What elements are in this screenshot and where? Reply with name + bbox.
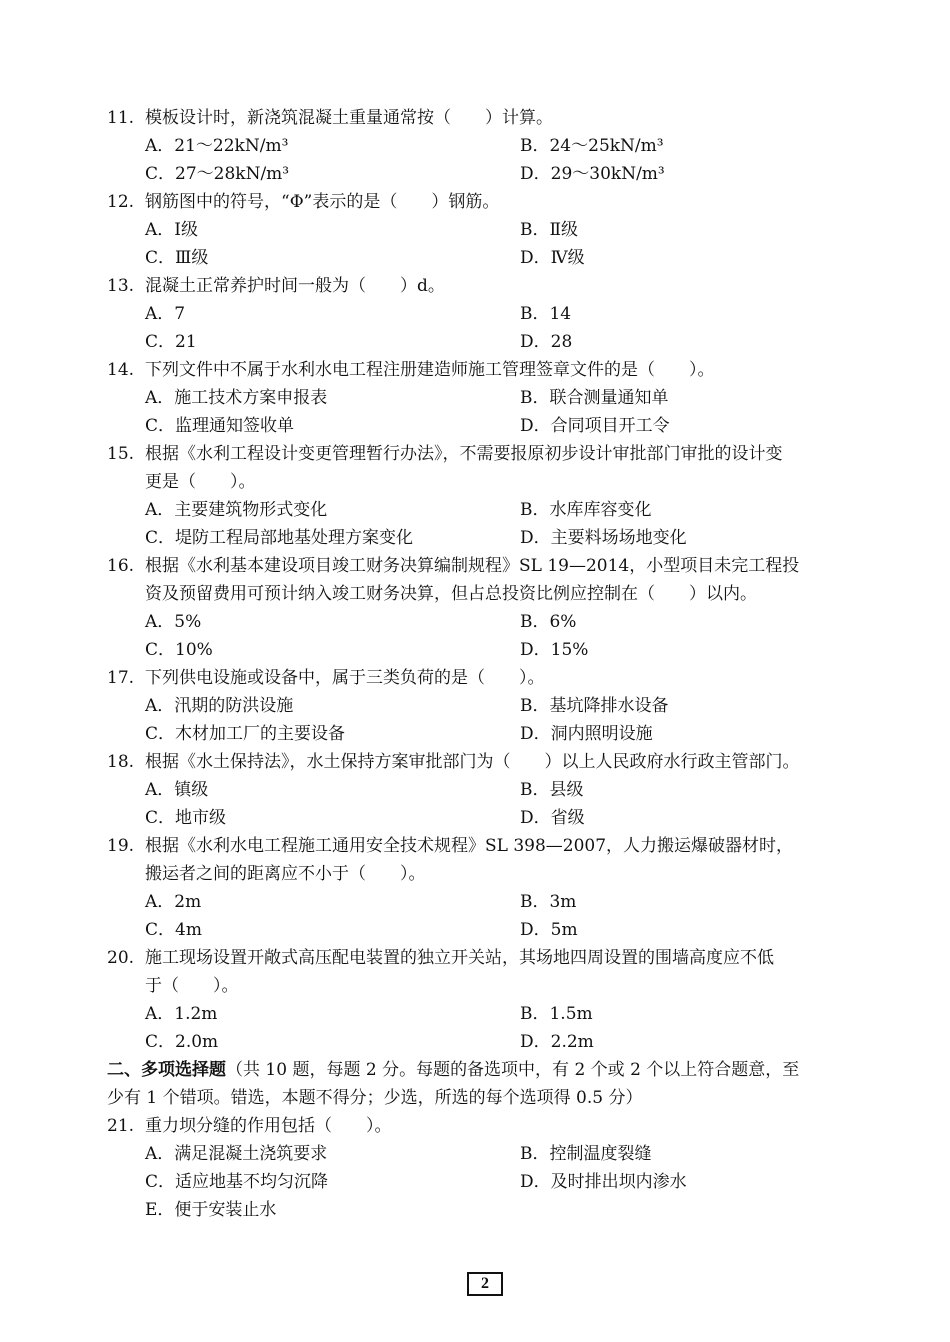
question-text: 根据《水土保持法》，水土保持方案审批部门为（ ）以上人民政府水行政主管部门。 bbox=[145, 752, 800, 772]
option-row bbox=[107, 1168, 867, 1196]
option-a: A．汛期的防洪设施 bbox=[145, 696, 294, 716]
question-text-continued: 资及预留费用可预计纳入竣工财务决算，但占总投资比例应控制在（ ）以内。 bbox=[145, 584, 757, 604]
question-text: 根据《水利水电工程施工通用安全技术规程》SL 398—2007，人力搬运爆破器材时， bbox=[145, 836, 794, 856]
question-number: 18. bbox=[107, 752, 135, 772]
option-b: B．3m bbox=[520, 892, 577, 912]
option-d: D．29～30kN/m³ bbox=[520, 164, 665, 184]
option-d: D．2.2m bbox=[520, 1032, 594, 1052]
question-number: 17. bbox=[107, 668, 135, 688]
option-b: B．1.5m bbox=[520, 1004, 593, 1024]
option-row bbox=[107, 888, 867, 916]
option-b: B．Ⅱ级 bbox=[520, 220, 579, 240]
question-number: 12. bbox=[107, 192, 135, 212]
question-12 bbox=[107, 188, 867, 216]
section-description-continued: 少有 1 个错项。错选，本题不得分；少选，所选的每个选项得 0.5 分） bbox=[107, 1088, 643, 1108]
question-text-continued: 更是（ ）。 bbox=[145, 472, 256, 492]
option-b: B．基坑降排水设备 bbox=[520, 696, 669, 716]
option-d: D．5m bbox=[520, 920, 578, 940]
question-16 bbox=[107, 552, 867, 580]
option-c: C．堤防工程局部地基处理方案变化 bbox=[145, 528, 414, 548]
option-c: C．4m bbox=[145, 920, 202, 940]
option-d: D．主要料场场地变化 bbox=[520, 528, 687, 548]
option-d: D．28 bbox=[520, 332, 573, 352]
option-row bbox=[107, 132, 867, 160]
option-a: A．Ⅰ级 bbox=[145, 220, 198, 240]
option-a: A．镇级 bbox=[145, 780, 209, 800]
question-14 bbox=[107, 356, 867, 384]
option-b: B．县级 bbox=[520, 780, 584, 800]
option-row bbox=[107, 244, 867, 272]
option-c: C．木材加工厂的主要设备 bbox=[145, 724, 346, 744]
option-row bbox=[107, 1140, 867, 1168]
option-c: C．地市级 bbox=[145, 808, 227, 828]
question-11 bbox=[107, 104, 867, 132]
option-d: D．合同项目开工令 bbox=[520, 416, 670, 436]
question-list bbox=[107, 104, 867, 1224]
question-text: 下列供电设施或设备中，属于三类负荷的是（ ）。 bbox=[145, 668, 545, 688]
page-number: 2 bbox=[467, 1272, 503, 1296]
option-a: A．1.2m bbox=[145, 1004, 218, 1024]
question-number: 21. bbox=[107, 1116, 135, 1136]
option-d: D．及时排出坝内渗水 bbox=[520, 1172, 687, 1192]
option-row bbox=[107, 412, 867, 440]
option-a: A．7 bbox=[145, 304, 186, 324]
option-b: B．控制温度裂缝 bbox=[520, 1144, 652, 1164]
option-row bbox=[107, 804, 867, 832]
option-a: A．施工技术方案申报表 bbox=[145, 388, 328, 408]
question-number: 13. bbox=[107, 276, 135, 296]
option-b: B．水库库容变化 bbox=[520, 500, 652, 520]
question-20 bbox=[107, 944, 867, 972]
question-text: 下列文件中不属于水利水电工程注册建造师施工管理签章文件的是（ ）。 bbox=[145, 360, 715, 380]
option-row bbox=[107, 300, 867, 328]
option-row bbox=[107, 916, 867, 944]
question-number: 15. bbox=[107, 444, 135, 464]
option-row bbox=[107, 524, 867, 552]
question-number: 14. bbox=[107, 360, 135, 380]
option-c: C．2.0m bbox=[145, 1032, 219, 1052]
option-b: B．联合测量通知单 bbox=[520, 388, 669, 408]
question-13 bbox=[107, 272, 867, 300]
option-a: A．2m bbox=[145, 892, 202, 912]
question-number: 16. bbox=[107, 556, 135, 576]
question-text: 模板设计时，新浇筑混凝土重量通常按（ ）计算。 bbox=[145, 108, 553, 128]
question-21 bbox=[107, 1112, 867, 1140]
section-title: 二、多项选择题 bbox=[107, 1060, 226, 1080]
question-15 bbox=[107, 440, 867, 468]
section-heading bbox=[107, 1056, 867, 1084]
question-number: 11. bbox=[107, 108, 135, 128]
question-text: 根据《水利基本建设项目竣工财务决算编制规程》SL 19—2014，小型项目未完工程投 bbox=[145, 556, 800, 576]
question-19 bbox=[107, 832, 867, 860]
option-d: D．洞内照明设施 bbox=[520, 724, 653, 744]
section-description: （共 10 题，每题 2 分。每题的备选项中，有 2 个或 2 个以上符合题意，至 bbox=[226, 1060, 800, 1080]
question-text-continued: 于（ ）。 bbox=[145, 976, 239, 996]
option-a: A．21～22kN/m³ bbox=[145, 136, 289, 156]
option-row bbox=[107, 1028, 867, 1056]
option-d: D．Ⅳ级 bbox=[520, 248, 585, 268]
option-a: A．主要建筑物形式变化 bbox=[145, 500, 328, 520]
question-text-continued: 搬运者之间的距离应不小于（ ）。 bbox=[145, 864, 426, 884]
question-text: 施工现场设置开敞式高压配电装置的独立开关站，其场地四周设置的围墙高度应不低 bbox=[145, 948, 774, 968]
question-text: 混凝土正常养护时间一般为（ ）d。 bbox=[145, 276, 445, 296]
option-c: C．监理通知签收单 bbox=[145, 416, 295, 436]
option-row bbox=[107, 496, 867, 524]
option-a: A．满足混凝土浇筑要求 bbox=[145, 1144, 328, 1164]
question-text: 根据《水利工程设计变更管理暂行办法》，不需要报原初步设计审批部门审批的设计变 bbox=[145, 444, 783, 464]
option-row bbox=[107, 160, 867, 188]
question-17 bbox=[107, 664, 867, 692]
option-row bbox=[107, 1196, 867, 1224]
option-b: B．6% bbox=[520, 612, 577, 632]
question-18 bbox=[107, 748, 867, 776]
option-row bbox=[107, 692, 867, 720]
option-d: D．省级 bbox=[520, 808, 585, 828]
question-number: 19. bbox=[107, 836, 135, 856]
option-a: A．5% bbox=[145, 612, 202, 632]
option-row bbox=[107, 636, 867, 664]
option-row bbox=[107, 720, 867, 748]
option-row bbox=[107, 608, 867, 636]
option-d: D．15% bbox=[520, 640, 589, 660]
option-row bbox=[107, 328, 867, 356]
option-c: C．10% bbox=[145, 640, 213, 660]
option-c: C．27～28kN/m³ bbox=[145, 164, 290, 184]
option-c: C．Ⅲ级 bbox=[145, 248, 209, 268]
option-c: C．适应地基不均匀沉降 bbox=[145, 1172, 329, 1192]
option-e: E．便于安装止水 bbox=[145, 1200, 277, 1220]
option-row bbox=[107, 776, 867, 804]
option-row bbox=[107, 216, 867, 244]
option-c: C．21 bbox=[145, 332, 197, 352]
option-b: B．14 bbox=[520, 304, 572, 324]
question-text: 钢筋图中的符号，“Φ”表示的是（ ）钢筋。 bbox=[145, 192, 500, 212]
question-text: 重力坝分缝的作用包括（ ）。 bbox=[145, 1116, 392, 1136]
option-row bbox=[107, 1000, 867, 1028]
option-b: B．24～25kN/m³ bbox=[520, 136, 664, 156]
option-row bbox=[107, 384, 867, 412]
question-number: 20. bbox=[107, 948, 135, 968]
